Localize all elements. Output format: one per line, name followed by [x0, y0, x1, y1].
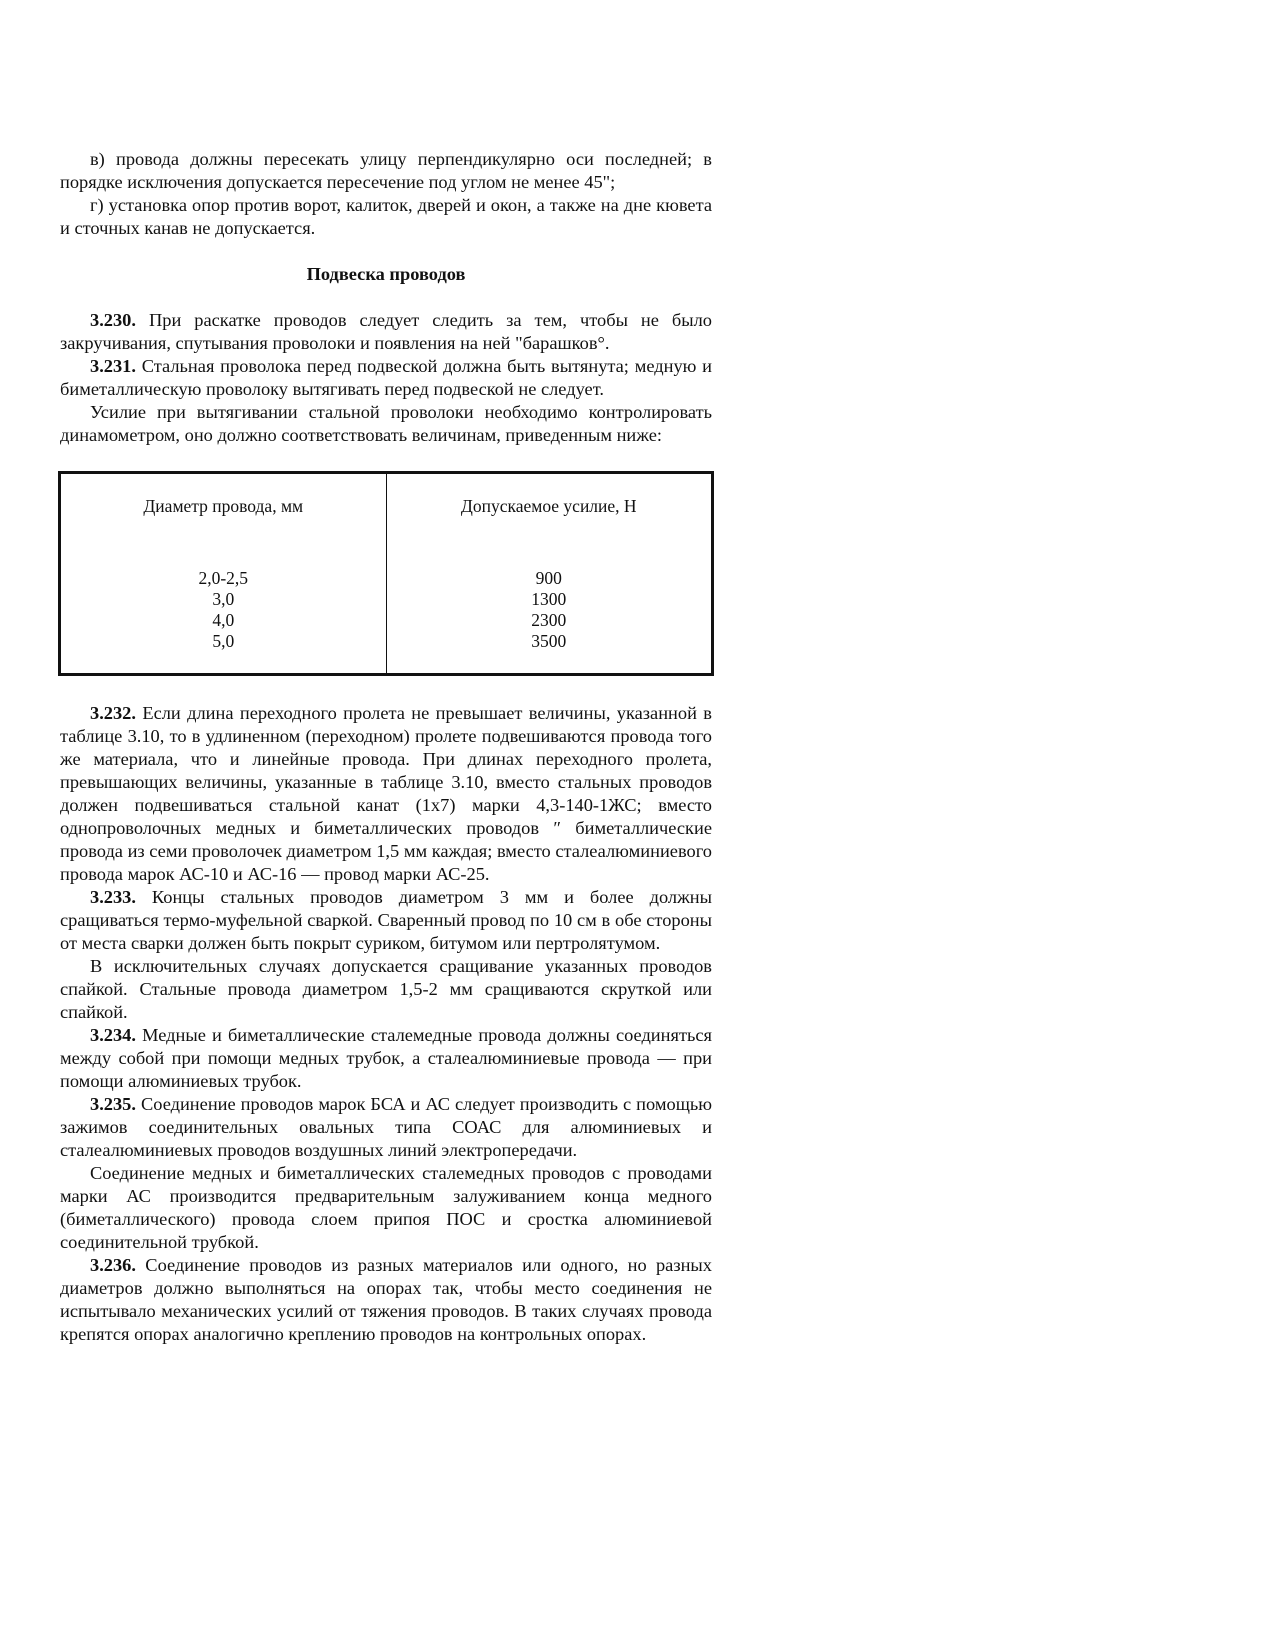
- item-g: г) установка опор против ворот, калиток, дверей и окон, а также на дне кювета и сточных канав не допускается.: [60, 195, 712, 238]
- force-value: 3500: [531, 630, 567, 651]
- paragraph-number: 3.233.: [90, 887, 136, 907]
- column-header-force: Допускаемое усилие, Н: [460, 496, 637, 516]
- paragraph-3-233: [60, 886, 712, 955]
- paragraph-text: Соединение проводов марок БСА и АС следует производить с помощью зажимов соединительных овальных типа СОАС для алюминиевых и сталеалюминиевых проводов воздушных линий электропередачи.: [60, 1094, 712, 1160]
- section-title: Подвеска проводов: [306, 264, 466, 284]
- paragraph-3-236: [60, 1254, 712, 1346]
- paragraph-text: Концы стальных проводов диаметром 3 мм и более должны сращиваться термо-муфельной сваркой. Сваренный провод по 10 см в обе стороны от места сварки должен быть покрыт суриком, битумом или пертролятумом.: [60, 887, 712, 953]
- diameter-value: 2,0-2,5: [198, 567, 249, 588]
- paragraph-number: 3.235.: [90, 1094, 136, 1114]
- paragraph-3-232: [60, 702, 712, 886]
- force-value: 2300: [531, 609, 567, 630]
- document-page: [60, 148, 712, 1346]
- table-row: [60, 539, 713, 675]
- paragraph-text: При раскатке проводов следует следить за тем, чтобы не было закручивания, спутывания проволоки и появления на ней "барашков°.: [60, 310, 712, 353]
- force-value: 1300: [531, 588, 567, 609]
- paragraph-3-231: [60, 355, 712, 401]
- paragraph-3-234: [60, 1024, 712, 1093]
- diameter-value: 4,0: [212, 609, 235, 630]
- paragraph-number: 3.232.: [90, 703, 136, 723]
- paragraph-number: 3.236.: [90, 1255, 136, 1275]
- paragraph-text: Стальная проволока перед подвеской должна быть вытянута; медную и биметаллическую проволоку вытягивать перед подвеской не следует.: [60, 356, 712, 399]
- paragraph-3-235-continued: Соединение медных и биметаллических сталемедных проводов с проводами марки АС производится предварительным залуживанием конца медного (биметаллического) провода слоем припоя ПОС и сростка алюминиевой соединительной трубкой.: [60, 1163, 712, 1252]
- force-value: 900: [535, 567, 562, 588]
- paragraph-number: 3.230.: [90, 310, 136, 330]
- paragraph-3-233-continued: В исключительных случаях допускается сращивание указанных проводов спайкой. Стальные провода диаметром 1,5-2 мм сращиваются скруткой или спайкой.: [60, 956, 712, 1022]
- paragraph-3-230: [60, 309, 712, 355]
- wire-tension-table: [58, 471, 714, 676]
- diameter-value: 5,0: [212, 630, 235, 651]
- diameter-value: 3,0: [212, 588, 235, 609]
- column-header-diameter: Диаметр провода, мм: [60, 473, 387, 540]
- diameter-cell: [60, 539, 387, 675]
- paragraph-3-235: [60, 1093, 712, 1162]
- table-header-row: [60, 473, 713, 540]
- paragraph-text: Если длина переходного пролета не превышает величины, указанной в таблице 3.10, то в удлиненном (переходном) пролете подвешиваются провода того же материала, что и линейные провода. При длинах переходного пролета, превышающих величины, указанные в таблице 3.10, вместо стальных проводов должен подвешиваться стальной канат (1x7) марки 4,3-140-1ЖС; вместо однопроволочных медных и биметаллических проводов ″ биметаллические провода из семи проволочек диаметром 1,5 мм каждая; вместо сталеалюминиевого провода марок АС-10 и АС-16 — провод марки АС-25.: [60, 703, 712, 884]
- paragraph-text: Медные и биметаллические сталемедные провода должны соединяться между собой при помощи медных трубок, а сталеалюминиевые провода — при помощи алюминиевых трубок.: [60, 1025, 712, 1091]
- paragraph-number: 3.231.: [90, 356, 136, 376]
- paragraph-3-231-continued: Усилие при вытягивании стальной проволоки необходимо контролировать динамометром, оно должно соответствовать величинам, приведенным ниже:: [60, 402, 712, 445]
- paragraph-number: 3.234.: [90, 1025, 136, 1045]
- force-cell: [386, 539, 713, 675]
- paragraph-text: Соединение проводов из разных материалов или одного, но разных диаметров должно выполняться на опорах так, чтобы место соединения не испытывало механических усилий от тяжения проводов. В таких случаях провода крепятся опорах аналогично креплению проводов на контрольных опорах.: [60, 1255, 712, 1344]
- item-v: в) провода должны пересекать улицу перпендикулярно оси последней; в порядке исключения допускается пересечение под углом не менее 45";: [60, 149, 712, 192]
